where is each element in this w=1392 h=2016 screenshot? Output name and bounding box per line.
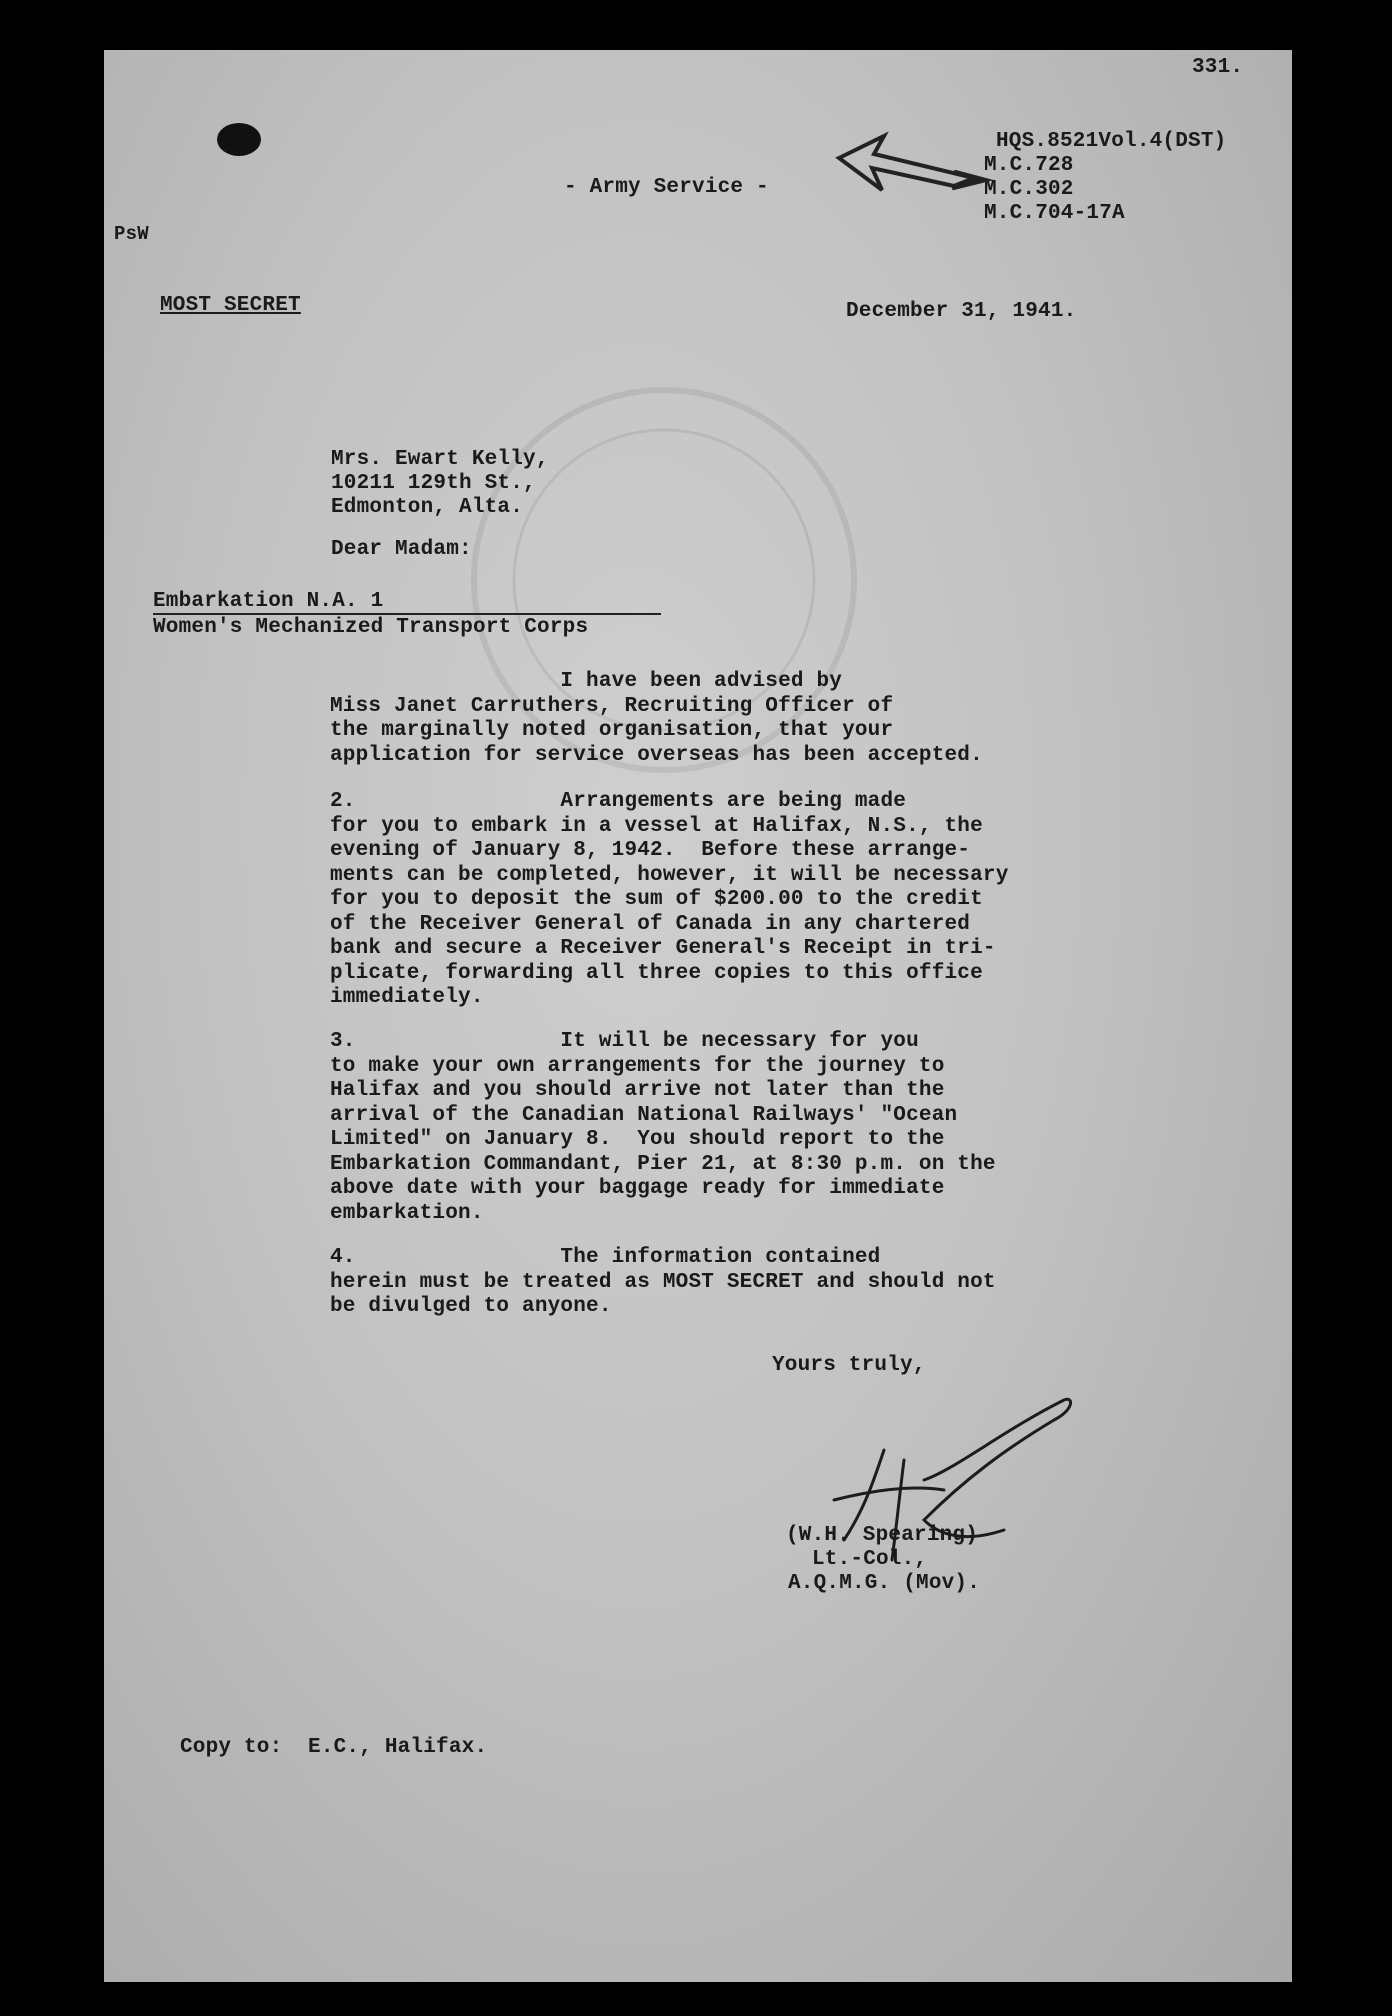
subject-line-1: Embarkation N.A. 1 (153, 590, 384, 613)
paragraph-line: Miss Janet Carruthers, Recruiting Officer of (330, 694, 894, 718)
file-ref-1: HQS.8521Vol.4(DST) (996, 130, 1227, 153)
subject-line-2: Women's Mechanized Transport Corps (153, 616, 589, 639)
initials-mark: PsW (114, 223, 149, 245)
paragraph-line: evening of January 8, 1942. Before these arrange- (330, 839, 971, 862)
paragraph-4 (330, 1246, 1130, 1320)
paragraph-line: Halifax and you should arrive not later than the (330, 1079, 945, 1102)
paragraph-line: 2. Arrangements are being made (330, 790, 907, 813)
addressee-name: Mrs. Ewart Kelly, (331, 448, 549, 471)
paragraph-line: for you to deposit the sum of $200.00 to the credit (330, 888, 983, 911)
signatory-title: A.Q.M.G. (Mov). (788, 1572, 981, 1595)
salutation: Dear Madam: (331, 538, 472, 561)
paragraph-line: 4. The information contained (330, 1246, 881, 1269)
paragraph-line: arrival of the Canadian National Railways' "Ocean (330, 1103, 958, 1127)
addressee-street: 10211 129th St., (331, 472, 536, 495)
paragraph-3 (330, 1030, 1130, 1226)
subject-underline (153, 613, 661, 615)
signatory-name: (W.H. Spearing) (786, 1524, 979, 1547)
paragraph-1 (330, 670, 1130, 768)
paragraph-line: to make your own arrangements for the journey to (330, 1054, 945, 1078)
file-ref-3: M.C.302 (984, 178, 1074, 201)
file-ref-2: M.C.728 (984, 154, 1074, 177)
letter-page (104, 50, 1292, 1982)
paragraph-line: bank and secure a Receiver General's Receipt in tri- (330, 937, 996, 960)
department-heading: - Army Service - (564, 176, 769, 199)
paragraph-line: ments can be completed, however, it will be necessary (330, 863, 1009, 887)
paragraph-line: Embarkation Commandant, Pier 21, at 8:30 p.m. on the (330, 1152, 996, 1176)
paragraph-line: the marginally noted organisation, that your (330, 719, 894, 742)
copy-to-line: Copy to: E.C., Halifax. (180, 1736, 488, 1759)
paragraph-line: immediately. (330, 986, 484, 1009)
closing: Yours truly, (772, 1354, 926, 1377)
hole-punch-mark (217, 123, 261, 156)
paragraph-line: I have been advised by (330, 670, 843, 693)
arrow-stamp-icon (834, 128, 994, 198)
letter-date: December 31, 1941. (846, 300, 1077, 323)
paragraph-line: embarkation. (330, 1201, 484, 1225)
page-number: 331. (1192, 56, 1244, 79)
paragraph-line: Limited" on January 8. You should report to the (330, 1128, 945, 1151)
addressee-city: Edmonton, Alta. (331, 496, 524, 519)
paragraph-line: be divulged to anyone. (330, 1295, 612, 1318)
signatory-rank: Lt.-Col., (812, 1548, 928, 1571)
paragraph-line: above date with your baggage ready for immediate (330, 1177, 945, 1200)
paragraph-line: plicate, forwarding all three copies to this office (330, 961, 983, 985)
classification-label: MOST SECRET (160, 294, 301, 317)
paragraph-line: for you to embark in a vessel at Halifax, N.S., the (330, 814, 983, 838)
paragraph-line: 3. It will be necessary for you (330, 1030, 919, 1053)
paragraph-2 (330, 790, 1130, 1011)
paragraph-line: of the Receiver General of Canada in any chartered (330, 912, 971, 936)
paragraph-line: application for service overseas has been accepted. (330, 743, 983, 767)
file-ref-4: M.C.704-17A (984, 202, 1125, 225)
paragraph-line: herein must be treated as MOST SECRET and should not (330, 1270, 996, 1294)
